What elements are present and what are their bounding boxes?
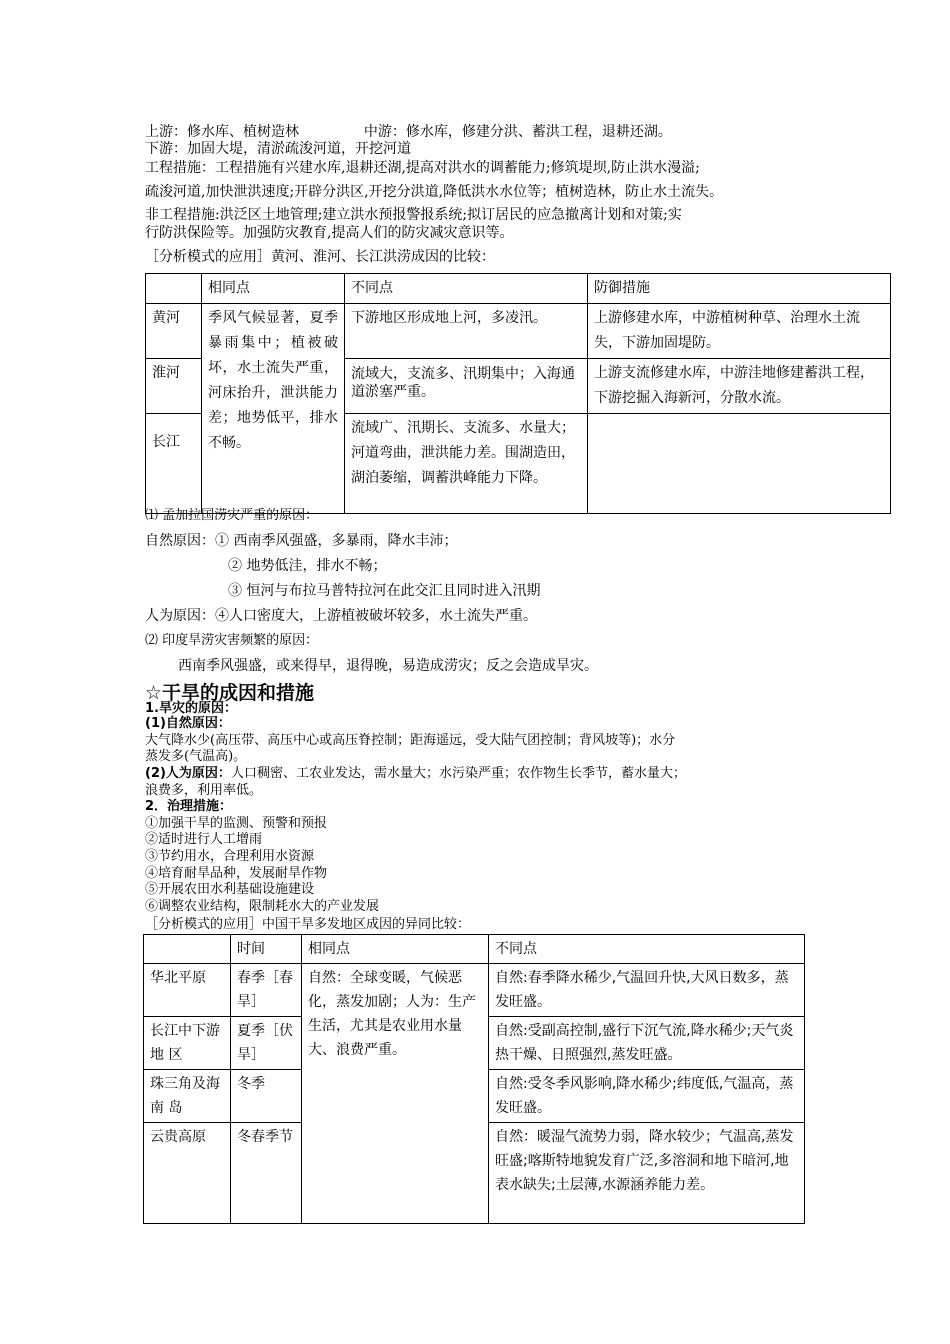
region-name: 云贵高原 xyxy=(144,1123,231,1224)
measure-item: ②适时进行人工增雨 xyxy=(145,832,263,847)
different-cause: 自然：暖湿气流势力弱，降水较少；气温高,蒸发旺盛;喀斯特地貌发育广泛,多溶洞和地下暗河,地表水缺失;土层薄,水源涵养能力差。 xyxy=(489,1123,805,1224)
drought-time: 春季［春旱］ xyxy=(231,964,302,1017)
different-cause: 流域大，支流多、汛期集中；入海通道淤塞严重。 xyxy=(345,359,588,414)
table-header: 防御措施 xyxy=(588,274,891,304)
region-name: 珠三角及海 南 岛 xyxy=(144,1070,231,1123)
different-cause: 下游地区形成地上河，多凌汛。 xyxy=(345,304,588,359)
different-cause: 流域广、汛期长、支流多、水量大；河道弯曲，泄洪能力差。围湖造田，湖泊萎缩，调蓄洪峰能力下降。 xyxy=(345,414,588,514)
section-1-title: 1.旱灾的原因： xyxy=(145,701,237,716)
natural-subtitle: (1)自然原因： xyxy=(145,716,231,731)
common-cause: 自然：全球变暖，气候恶化，蒸发加剧；人为：生产生活，尤其是农业用水量大、浪费严重。 xyxy=(302,964,489,1224)
different-cause: 自然:春季降水稀少,气温回升快,大风日数多，蒸发旺盛。 xyxy=(489,964,805,1017)
natural-cause-2: ② 地势低洼，排水不畅； xyxy=(228,558,387,574)
non-engineering-line-2: 行防洪保险等。加强防灾教育,提高人们的防灾减灾意识等。 xyxy=(145,225,514,241)
table-header xyxy=(146,274,202,304)
measure-item: ①加强干旱的监测、预警和预报 xyxy=(145,816,328,831)
different-cause: 自然:受副高控制,盛行下沉气流,降水稀少;天气炎热干燥、日照强烈,蒸发旺盛。 xyxy=(489,1017,805,1070)
human-cause: 人为原因：④人口密度大，上游植被破坏较多，水土流失严重。 xyxy=(145,608,537,624)
defense-measure: 上游支流修建水库，中游洼地修建蓄洪工程，下游挖掘入海新河，分散水流。 xyxy=(588,359,891,414)
drought-time: 冬春季节 xyxy=(231,1123,302,1224)
engineering-line-1: 工程措施：工程措施有兴建水库,退耕还湖,提高对洪水的调蓄能力;修筑堤坝,防止洪水漫溢; xyxy=(145,160,700,176)
table-header: 时间 xyxy=(231,935,302,964)
measure-item: ③节约用水，合理利用水资源 xyxy=(145,849,315,864)
table-row xyxy=(146,304,891,359)
upstream-text: 上游：修水库、植树造林 xyxy=(145,124,299,140)
drought-heading: ☆干旱的成因和措施 xyxy=(145,682,315,704)
engineering-line-2: 疏浚河道,加快泄洪速度;开辟分洪区,开挖分洪道,降低洪水水位等；植树造林，防止水土流失。 xyxy=(145,184,724,200)
human-line-1 xyxy=(145,766,686,781)
common-cause: 季风气候显著，夏季暴雨集中；植被破坏，水土流失严重，河床抬升，泄洪能力差；地势低平，排水不畅。 xyxy=(202,304,345,514)
midstream-text: 中游：修水库，修建分洪、蓄洪工程，退耕还湖。 xyxy=(363,124,672,140)
region-name: 长江中下游 地 区 xyxy=(144,1017,231,1070)
river-name: 长江 xyxy=(146,414,202,514)
measure-item: ⑥调整农业结构，限制耗水大的产业发展 xyxy=(145,899,380,914)
drought-analysis-title: ［分析模式的应用］中国干旱多发地区成因的异同比较： xyxy=(145,917,471,932)
measure-item: ④培育耐旱品种，发展耐旱作物 xyxy=(145,866,328,881)
upstream-line xyxy=(145,124,672,140)
drought-comparison-table xyxy=(143,934,805,1224)
section-2-title: 2．治理措施： xyxy=(145,799,233,814)
table-row xyxy=(144,964,805,1017)
flood-comparison-table xyxy=(145,273,891,514)
natural-cause-3: ③ 恒河与布拉马普特拉河在此交汇且同时进入汛期 xyxy=(228,583,541,599)
region-name: 华北平原 xyxy=(144,964,231,1017)
india-title: ⑵ 印度旱涝灾害频繁的原因： xyxy=(145,633,319,648)
natural-cause-1: 自然原因：① 西南季风强盛，多暴雨，降水丰沛； xyxy=(145,533,458,549)
river-name: 黄河 xyxy=(146,304,202,359)
measure-item: ⑤开展农田水利基础设施建设 xyxy=(145,882,315,897)
bangladesh-title: ⑴ 孟加拉国涝灾严重的原因： xyxy=(145,508,319,523)
human-subtitle: (2)人为原因： xyxy=(145,766,231,781)
different-cause: 自然:受冬季风影响,降水稀少;纬度低,气温高，蒸发旺盛。 xyxy=(489,1070,805,1123)
table-header xyxy=(144,935,231,964)
non-engineering-line-1: 非工程措施:洪泛区土地管理;建立洪水预报警报系统;拟订居民的应急撤离计划和对策;实 xyxy=(145,207,682,223)
drought-time: 夏季［伏旱］ xyxy=(231,1017,302,1070)
table-header: 相同点 xyxy=(202,274,345,304)
drought-time: 冬季 xyxy=(231,1070,302,1123)
flood-analysis-title: ［分析模式的应用］黄河、淮河、长江洪涝成因的比较： xyxy=(145,249,495,265)
table-header: 相同点 xyxy=(302,935,489,964)
river-name: 淮河 xyxy=(146,359,202,414)
table-header: 不同点 xyxy=(489,935,805,964)
india-text: 西南季风强盛，或来得早，退得晚，易造成涝灾；反之会造成旱灾。 xyxy=(178,658,598,674)
defense-measure: 上游修建水库，中游植树种草、治理水土流失，下游加固堤防。 xyxy=(588,304,891,359)
table-header: 不同点 xyxy=(345,274,588,304)
natural-text-2: 蒸发多(气温高)。 xyxy=(145,749,247,764)
natural-text-1: 大气降水少(高压带、高压中心或高压脊控制；距海遥远，受大陆气团控制；背风坡等)；水分 xyxy=(145,733,676,748)
human-text-1: 人口稠密、工农业发达，需水量大；水污染严重；农作物生长季节，蓄水量大； xyxy=(230,766,686,781)
defense-measure xyxy=(588,414,891,514)
downstream-line: 下游：加固大堤，清淤疏浚河道，开挖河道 xyxy=(145,141,411,157)
human-text-2: 浪费多，利用率低。 xyxy=(145,783,263,798)
